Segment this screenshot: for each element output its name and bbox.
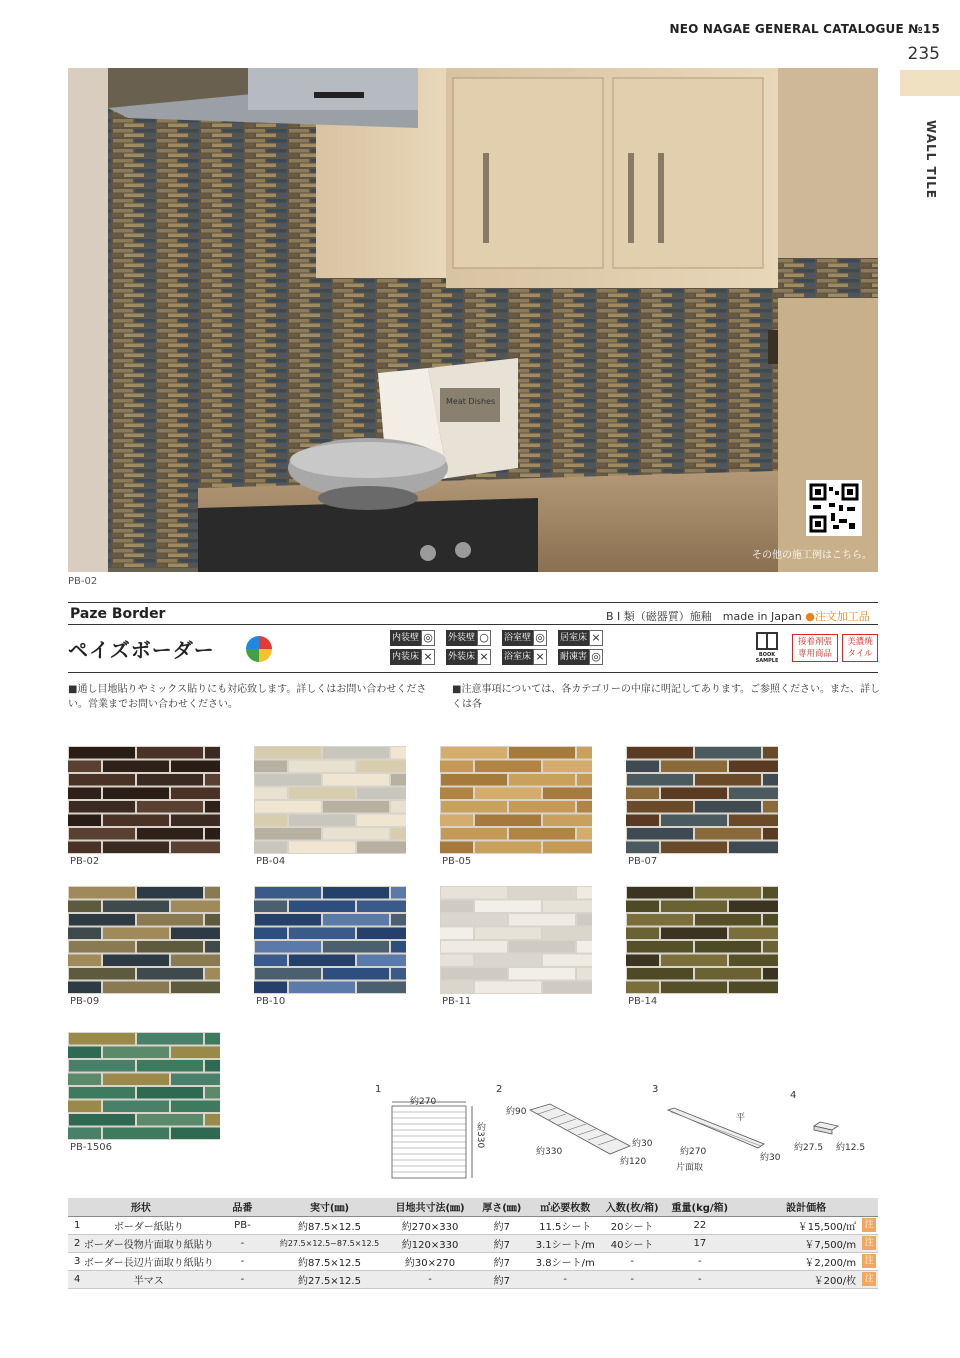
cell-joint: - xyxy=(388,1270,472,1288)
swatch-code: PB-05 xyxy=(442,856,472,867)
suitability-label: 浴室床 xyxy=(502,649,533,665)
suitability-label: 居室床 xyxy=(558,630,589,646)
book-sample-badge xyxy=(752,632,782,664)
swatch-pb-09 xyxy=(68,886,220,994)
qr-icon xyxy=(809,483,859,533)
diagram-1-height: 約330 xyxy=(475,1122,485,1149)
cell-weight: 17 xyxy=(665,1234,734,1252)
swatch-tile-pattern xyxy=(440,746,592,854)
col-header: 形状 xyxy=(68,1198,214,1216)
swatch-pb-07 xyxy=(626,746,778,854)
swatch-tile-pattern xyxy=(254,886,406,994)
series-name-jp: ペイズボーダー xyxy=(68,638,215,662)
qr-code[interactable] xyxy=(806,480,862,536)
col-header: ㎡必要枚数 xyxy=(532,1198,599,1216)
diagram-4-a: 約27.5 xyxy=(794,1143,824,1153)
suitability-label: 外装床 xyxy=(446,649,477,665)
diagram-4-half-tile xyxy=(812,1118,842,1138)
suitability-label: 内装床 xyxy=(390,649,421,665)
hero-caption: その他の施工例はこちら。 xyxy=(752,550,872,561)
suitability-label: 浴室壁 xyxy=(502,630,533,646)
spec-text: B I 類（磁器質）施釉 made in Japan xyxy=(606,610,802,623)
col-header: 目地共寸法(㎜) xyxy=(388,1198,472,1216)
order-label: 注文加工品 xyxy=(814,610,870,623)
swatch-code: PB-14 xyxy=(628,996,658,1007)
swatch-pb-1506 xyxy=(68,1032,220,1140)
swatch-code: PB-07 xyxy=(628,856,658,867)
swatch-pb-04 xyxy=(254,746,406,854)
cell-weight: - xyxy=(665,1252,734,1270)
cell-thick: 約7 xyxy=(472,1234,531,1252)
suitability-item xyxy=(558,649,612,665)
cell-no: 2 xyxy=(68,1234,84,1252)
col-header: 厚さ(㎜) xyxy=(472,1198,531,1216)
cell-need: 3.8シート/m xyxy=(532,1252,599,1270)
swatch-tile-pattern xyxy=(254,746,406,854)
sub-divider xyxy=(68,624,878,625)
adhesive-line1: 接着剤張 xyxy=(797,637,832,647)
order-dot-icon: ● xyxy=(805,610,815,623)
suitability-label: 内装壁 xyxy=(390,630,421,646)
swatch-tile-pattern xyxy=(440,886,592,994)
order-note-badge: 注 xyxy=(862,1272,876,1286)
cell-no: 4 xyxy=(68,1270,84,1288)
diagram-3-edge: 片面取 xyxy=(676,1163,704,1173)
book-cover-text: Meat Dishes xyxy=(446,397,496,406)
suitability-mark: × xyxy=(477,649,491,665)
swatch-code: PB-09 xyxy=(70,996,100,1007)
diagram-3-b: 約30 xyxy=(760,1153,781,1163)
cell-code: - xyxy=(214,1270,271,1288)
swatch-tile-pattern xyxy=(68,886,220,994)
diagram-2-a: 約90 xyxy=(506,1107,527,1117)
cell-no: 1 xyxy=(68,1216,84,1234)
adhesive-badge xyxy=(792,634,838,662)
cell-no: 3 xyxy=(68,1252,84,1270)
swatch-tile-pattern xyxy=(68,746,220,854)
swatch-code: PB-10 xyxy=(256,996,286,1007)
suitability-item xyxy=(558,630,612,646)
category-label: WALL TILE xyxy=(924,120,938,199)
diagram-2-d: 約120 xyxy=(620,1157,647,1167)
diagram-1-width: 約270 xyxy=(410,1097,437,1107)
hero-product-code: PB-02 xyxy=(68,576,98,587)
swatch-code: PB-11 xyxy=(442,996,472,1007)
table-row xyxy=(68,1252,878,1270)
suitability-mark: × xyxy=(421,649,435,665)
suitability-item xyxy=(390,649,444,665)
swatch-pb-02 xyxy=(68,746,220,854)
table-row xyxy=(68,1234,878,1252)
cell-qty: - xyxy=(599,1252,665,1270)
swatch-code: PB-02 xyxy=(70,856,100,867)
cell-size: 約27.5×12.5~87.5×12.5 xyxy=(271,1234,388,1252)
suitability-mark: ◎ xyxy=(421,630,435,646)
cell-need: 3.1シート/m xyxy=(532,1234,599,1252)
table-row xyxy=(68,1270,878,1288)
order-note-badge: 注 xyxy=(862,1254,876,1268)
cell-mark xyxy=(860,1234,878,1252)
cell-price: ￥200/枚 xyxy=(734,1270,860,1288)
suitability-item xyxy=(446,630,500,646)
note-right: ■注意事項については、各カテゴリーの中扉に明記してあります。ご参照ください。また、詳しくは各 xyxy=(452,684,881,710)
cell-price: ￥15,500/㎡ xyxy=(734,1216,860,1234)
cell-thick: 約7 xyxy=(472,1270,531,1288)
cell-mark xyxy=(860,1216,878,1234)
cell-shape: ボーダー役物片面取り紙貼り xyxy=(84,1234,214,1252)
swatch-pb-14 xyxy=(626,886,778,994)
cell-need: 11.5シート xyxy=(532,1216,599,1234)
diagram-3-number: 3 xyxy=(652,1084,659,1095)
suitability-item xyxy=(390,630,444,646)
cell-code: PB- xyxy=(214,1216,271,1234)
cell-size: 約87.5×12.5 xyxy=(271,1252,388,1270)
suitability-item xyxy=(502,630,556,646)
cell-thick: 約7 xyxy=(472,1252,531,1270)
series-spec xyxy=(606,608,870,624)
table-header-row xyxy=(68,1198,878,1216)
cell-price: ￥7,500/m xyxy=(734,1234,860,1252)
cell-shape: ボーダー長辺片面取り紙貼り xyxy=(84,1252,214,1270)
cell-mark xyxy=(860,1270,878,1288)
suitability-mark: ◎ xyxy=(589,649,603,665)
diagram-2-number: 2 xyxy=(496,1084,503,1095)
suitability-mark: × xyxy=(589,630,603,646)
book-sample-label: BOOK SAMPLE xyxy=(755,652,779,664)
diagram-3-flat: 平 xyxy=(736,1113,746,1123)
diagram-2-c: 約30 xyxy=(632,1139,653,1149)
mino-line1: 美濃焼 xyxy=(847,637,873,647)
swatch-code: PB-04 xyxy=(256,856,286,867)
col-header: 入数(枚/箱) xyxy=(599,1198,665,1216)
cell-weight: - xyxy=(665,1270,734,1288)
cell-price: ￥2,200/m xyxy=(734,1252,860,1270)
swatch-tile-pattern xyxy=(68,1032,220,1140)
book-icon xyxy=(756,632,778,650)
swatch-tile-pattern xyxy=(626,886,778,994)
cell-thick: 約7 xyxy=(472,1216,531,1234)
suitability-mark: ○ xyxy=(477,630,491,646)
order-note-badge: 注 xyxy=(862,1236,876,1250)
cell-qty: 40シート xyxy=(599,1234,665,1252)
swatch-pb-11 xyxy=(440,886,592,994)
suitability-label: 外装壁 xyxy=(446,630,477,646)
cell-mark xyxy=(860,1252,878,1270)
cell-joint: 約30×270 xyxy=(388,1252,472,1270)
diagram-3-a: 約270 xyxy=(680,1147,707,1157)
kitchen-illustration xyxy=(68,68,878,572)
cell-shape: 半マス xyxy=(84,1270,214,1288)
cell-joint: 約120×330 xyxy=(388,1234,472,1252)
suitability-mark: ◎ xyxy=(533,630,547,646)
diagram-1-number: 1 xyxy=(375,1084,382,1095)
hero-photo xyxy=(68,68,878,572)
cell-qty: 20シート xyxy=(599,1216,665,1234)
cell-size: 約27.5×12.5 xyxy=(271,1270,388,1288)
cell-code: - xyxy=(214,1234,271,1252)
swatch-code: PB-1506 xyxy=(70,1142,112,1153)
suitability-mark: × xyxy=(533,649,547,665)
adhesive-line2: 専用商品 xyxy=(797,649,832,659)
mino-badge xyxy=(842,634,878,662)
spec-table xyxy=(68,1198,878,1289)
cell-need: - xyxy=(532,1270,599,1288)
cell-code: - xyxy=(214,1252,271,1270)
series-name-en: Paze Border xyxy=(70,606,166,622)
suitability-item xyxy=(502,649,556,665)
col-header: 設計価格 xyxy=(734,1198,878,1216)
col-header: 重量(kg/箱) xyxy=(665,1198,734,1216)
cell-weight: 22 xyxy=(665,1216,734,1234)
eco-friendly-icon xyxy=(246,636,272,662)
note-left: ■通し目地貼りやミックス貼りにも対応致します。詳しくはお問い合わせください。営業までお問い合わせください。 xyxy=(68,684,427,710)
swatch-pb-05 xyxy=(440,746,592,854)
top-divider xyxy=(68,602,878,603)
category-tab xyxy=(900,70,960,96)
suitability-label: 耐凍害 xyxy=(558,649,589,665)
cell-size: 約87.5×12.5 xyxy=(271,1216,388,1234)
swatch-pb-10 xyxy=(254,886,406,994)
swatch-tile-pattern xyxy=(626,746,778,854)
diagram-4-b: 約12.5 xyxy=(836,1143,866,1153)
catalogue-title: NEO NAGAE GENERAL CATALOGUE №15 xyxy=(669,22,940,36)
col-header: 実寸(㎜) xyxy=(271,1198,388,1216)
suitability-grid xyxy=(390,630,612,665)
mino-line2: タイル xyxy=(847,649,873,659)
col-header: 品番 xyxy=(214,1198,271,1216)
cell-joint: 約270×330 xyxy=(388,1216,472,1234)
suitability-item xyxy=(446,649,500,665)
diagram-2-b: 約330 xyxy=(536,1147,563,1157)
cell-shape: ボーダー紙貼り xyxy=(84,1216,214,1234)
order-note-badge: 注 xyxy=(862,1218,876,1232)
diagram-4-number: 4 xyxy=(790,1090,797,1101)
page-number: 235 xyxy=(907,44,940,64)
cell-qty: - xyxy=(599,1270,665,1288)
notes-divider xyxy=(68,672,878,673)
table-row xyxy=(68,1216,878,1234)
